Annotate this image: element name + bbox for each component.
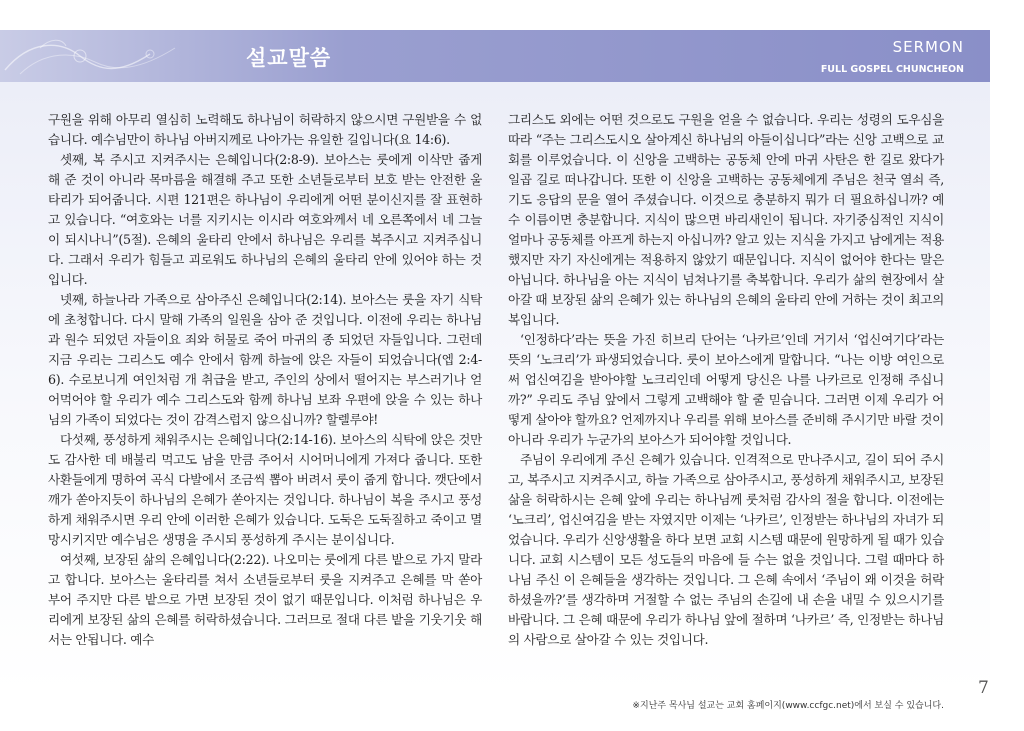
- decorative-swirl-icon: [0, 30, 230, 82]
- paragraph: 구원을 위해 아무리 열심히 노력해도 하나님이 허락하지 않으시면 구원받을 수 없습니다. 예수님만이 하나님 아버지께로 나아가는 유일한 길입니다(요 14:6).: [48, 112, 482, 147]
- paragraph: 다섯째, 풍성하게 채워주시는 은혜입니다(2:14-16). 보아스의 식탁에 앉은 것만도 감사한 데 배불리 먹고도 남을 만큼 주어서 시어머니에게 가져다 줍니다. 또한 사환들에게 명하여 곡식 다발에서 조금씩 뽑아 버려서 룻이 줍게 합니다. 깻단에서 깨가 쏟아지듯이 하나님의 은혜가 쏟아지는 것입니다. 하나님이 복을 주시고 풍성하게 채워주시면 우리 안에 이러한 은혜가 있습니다. 도둑은 도둑질하고 죽이고 멸망시키지만 예수님은 생명을 주시되 풍성하게 주시는 분이십니다.: [48, 432, 482, 547]
- paragraph: 여섯째, 보장된 삶의 은혜입니다(2:22). 나오미는 룻에게 다른 밭으로 가지 말라고 합니다. 보아스는 울타리를 쳐서 소년들로부터 룻을 지켜주고 은혜를 막 쏟아 부어 주지만 다른 밭으로 가면 보장된 것이 없기 때문입니다. 이처럼 하나님은 우리에게 보장된 삶의 은혜를 허락하셨습니다. 그러므로 절대 다른 밭을 기웃기웃 해서는 안됩니다. 예수: [48, 552, 482, 647]
- paragraph: 그리스도 외에는 어떤 것으로도 구원을 얻을 수 없습니다. 우리는 성령의 도우심을 따라 “주는 그리스도시오 살아계신 하나님의 아들이십니다”라는 신앙 고백으로 교회를 이루었습니다. 이 신앙을 고백하는 공동체 안에 마귀 사탄은 한 길로 왔다가 일곱 길로 떠나갑니다. 또한 이 신앙을 고백하는 공동체에게 주님은 천국 열쇠 즉, 기도 응답의 문을 열어 주셨습니다. 이것으로 충분하지 뭐가 더 필요하십니까? 예수 이름이면 충분합니다. 지식이 많으면 바리새인이 됩니다. 자기중심적인 지식이 얼마나 공동체를 아프게 하는지 아십니까? 알고 있는 지식을 가지고 남에게는 적용했지만 자기 자신에게는 적용하지 않았기 때문입니다. 지식이 없어야 한다는 말은 아닙니다. 하나님을 아는 지식이 넘쳐나기를 축복합니다. 우리가 삶의 현장에서 살아갈 때 보장된 삶의 은혜가 있는 하나님의 은혜의 울타리 안에 거하는 것이 최고의 복입니다.: [508, 112, 945, 327]
- footnote: ※지난주 목사님 설교는 교회 홈페이지(www.ccfgc.net)에서 보실 수 있습니다.: [632, 701, 944, 711]
- page-header: [0, 30, 990, 82]
- left-column: [48, 110, 482, 650]
- section-label: SERMON: [892, 38, 964, 56]
- paragraph: ‘인정하다’라는 뜻을 가진 히브리 단어는 ‘나카르’인데 거기서 ‘업신여기다’라는 뜻의 ‘노크리’가 파생되었습니다. 룻이 보아스에게 말합니다. “나는 이방 여인으로써 업신여김을 받아야할 노크리인데 어떻게 당신은 나를 나카르로 인정해 주십니까?” 우리도 주님 앞에서 그렇게 고백해야 할 줄 믿습니다. 그러면 이제 우리가 어떻게 살아야 할까요? 언제까지나 우리를 위해 보아스를 준비해 주시기만 바랄 것이 아니라 우리가 누군가의 보아스가 되어야할 것입니다.: [508, 332, 944, 447]
- right-column: [508, 110, 944, 650]
- page-edge: [990, 30, 1024, 731]
- page-number: 7: [978, 678, 989, 698]
- paragraph: 셋째, 복 주시고 지켜주시는 은혜입니다(2:8-9). 보아스는 룻에게 이삭만 줍게 해 준 것이 아니라 목마름을 해결해 주고 또한 소년들로부터 보호 받는 안전한 울타리가 되어줍니다. 시편 121편은 하나님이 우리에게 어떤 분이신지를 잘 표현하고 있습니다. “여호와는 너를 지키시는 이시라 여호와께서 네 오른쪽에서 네 그늘이 되시나니”(5절). 은혜의 울타리 안에서 하나님은 우리를 복주시고 지켜주십니다. 그래서 우리가 힘들고 괴로워도 하나님의 은혜의 울타리 안에 있어야 하는 것입니다.: [48, 152, 482, 287]
- paragraph: 넷째, 하늘나라 가족으로 삼아주신 은혜입니다(2:14). 보아스는 룻을 자기 식탁에 초청합니다. 다시 말해 가족의 일원을 삼아 준 것입니다. 이전에 우리는 하나님과 원수 되었던 자들이요 죄와 허물로 죽어 마귀의 종 되었던 자들입니다. 그런데 지금 우리는 그리스도 예수 안에서 함께 하늘에 앉은 자들이 되었습니다(엡 2:4-6). 수로보니게 여인처럼 개 취급을 받고, 주인의 상에서 떨어지는 부스러기나 얻어먹어야 할 우리가 예수 그리스도와 함께 하나님 보좌 우편에 앉을 수 있는 하나님의 가족이 되었다는 것이 감격스럽지 않으십니까? 할렐루야!: [48, 292, 482, 427]
- church-name: FULL GOSPEL CHUNCHEON: [820, 64, 964, 75]
- page-title: 설교말씀: [246, 46, 332, 70]
- paragraph: 주님이 우리에게 주신 은혜가 있습니다. 인격적으로 만나주시고, 길이 되어 주시고, 복주시고 지켜주시고, 하늘 가족으로 삼아주시고, 풍성하게 채워주시고, 보장된 삶을 허락하시는 은혜 앞에 우리는 하나님께 룻처럼 감사의 절을 합니다. 이전에는 ‘노크리’, 업신여김을 받는 자였지만 이제는 ‘나카르’, 인정받는 하나님의 자녀가 되었습니다. 우리가 신앙생활을 하다 보면 교회 시스템 때문에 원망하게 될 때가 있습니다. 교회 시스템이 모든 성도들의 마음에 들 수는 없을 것입니다. 그럴 때마다 하나님 주신 이 은혜들을 생각하는 것입니다. 그 은혜 속에서 ‘주님이 왜 이것을 허락하셨을까?’를 생각하며 거절할 수 없는 주님의 손길에 내 손을 내밀 수 있으시기를 바랍니다. 그 은혜 때문에 우리가 하나님 앞에 절하며 ‘나카르’ 즉, 인정받는 하나님의 사람으로 살아갈 수 있는 것입니다.: [508, 452, 945, 647]
